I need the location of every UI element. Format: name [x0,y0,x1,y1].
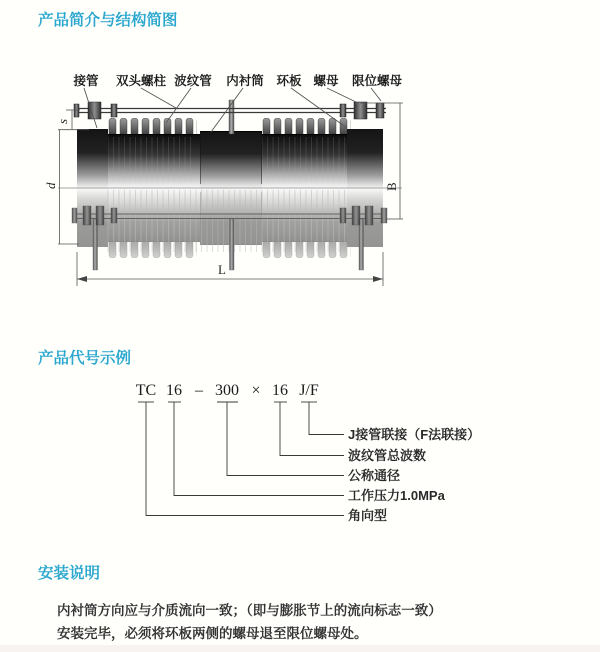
nut-left [88,102,101,119]
code-part-waves: 16 [272,382,288,399]
part-labels [72,73,402,88]
callout-wave-count: 波纹管总波数 [348,448,427,463]
bellows-right [261,118,351,134]
projection-lines [108,190,346,252]
bellows-left [107,118,197,134]
dim-label-d: d [43,182,58,189]
product-code-diagram [136,382,480,523]
label-neichentong: 内衬筒 [226,74,264,88]
label-luomu: 螺母 [313,74,339,88]
callout-angular-type: 角向型 [348,508,388,523]
limit-nut-left [74,104,79,117]
section-title-installation: 安装说明 [38,565,101,582]
section-title-product-code: 产品代号示例 [38,350,132,367]
code-part-pressure: 16 [166,382,182,399]
nut-right [354,102,367,119]
code-part-times: × [251,382,261,399]
label-huanban: 环板 [276,74,302,88]
label-bowenguan: 波纹管 [174,74,212,88]
limit-nut-right [376,103,384,118]
install-note-line-2: 安装完毕，必须将环板两侧的螺母退至限位螺母处。 [57,626,368,641]
label-jieguan: 接管 [73,74,99,88]
section-title-product-intro: 产品简介与结构简图 [38,12,178,29]
install-note-line-1: 内衬筒方向应与介质流向一致；（即与膨胀节上的流向标志一致） [57,603,442,618]
dim-arrow-right [373,276,383,282]
code-part-dash: – [195,382,203,399]
callout-labels [348,427,480,523]
page-bottom-edge [0,645,600,652]
code-parts [136,382,319,399]
label-shuangtou-luozhu: 双头螺柱 [115,74,167,88]
callout-nominal-diameter: 公称通径 [348,468,401,483]
code-part-connection: J/F [299,382,319,399]
callout-working-pressure: 工作压力1.0MPa [348,488,445,503]
dim-arrow-left [77,276,87,282]
dim-label-B: B [384,182,399,191]
dim-label-s: s [55,118,70,124]
dim-label-L: L [218,262,226,277]
installation-notes [57,602,442,642]
code-part-diameter: 300 [215,382,239,399]
expansion-joint-diagram [43,73,403,286]
code-part-type: TC [135,382,157,399]
label-xianwei-luomu: 限位螺母 [351,74,403,88]
callout-connection: J接管联接（F法联接） [348,427,481,442]
center-stud [229,100,234,134]
callout-lines [138,402,344,516]
